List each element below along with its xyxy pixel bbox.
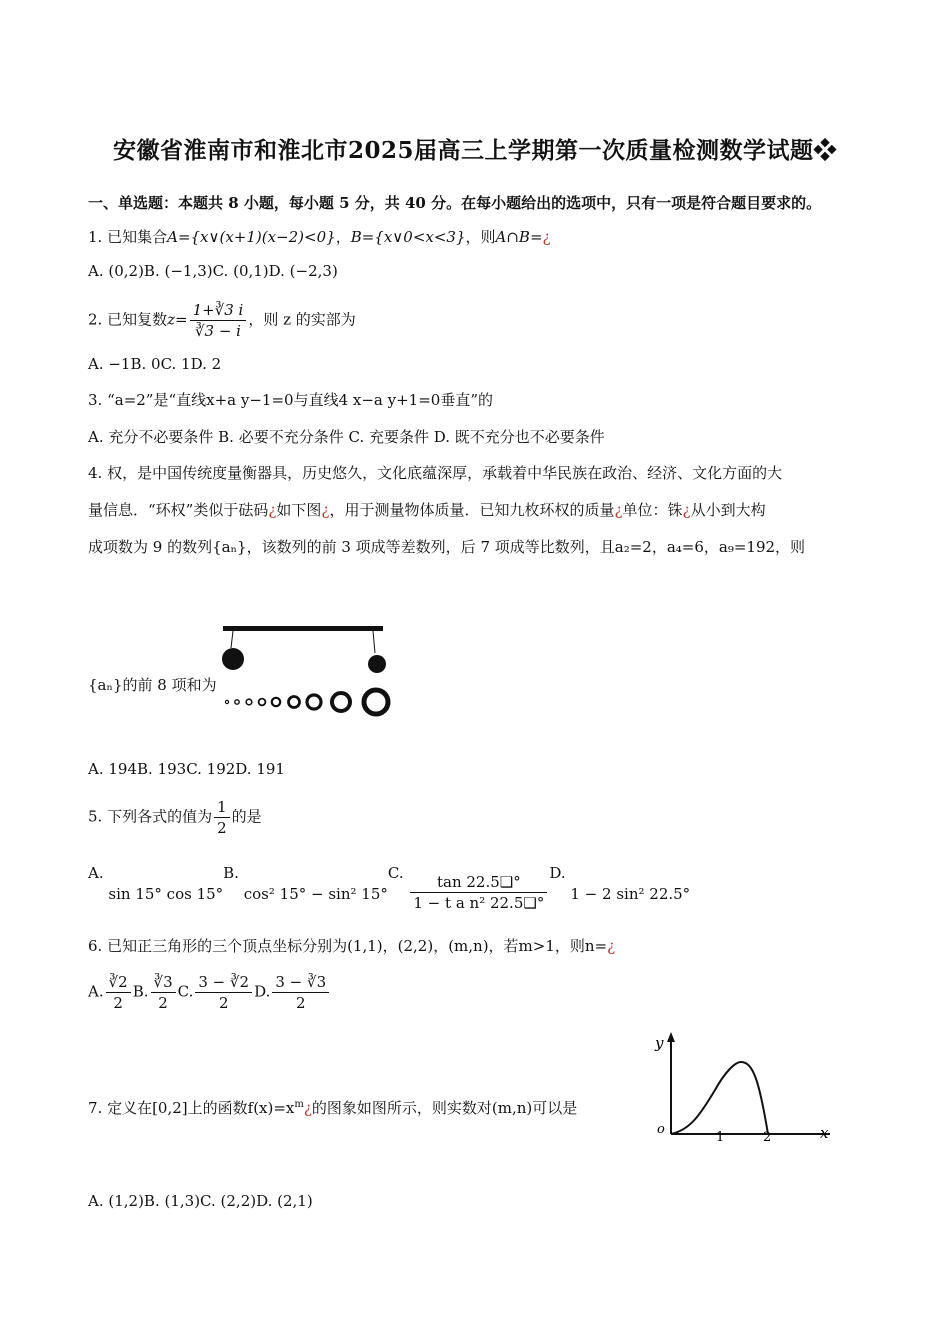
q6-b-den: 2 <box>158 994 168 1012</box>
q1-set-a: A={x∨(x+1)(x−2)<0} <box>167 228 336 246</box>
ring-8 <box>332 693 350 711</box>
tick-1-label: 1 <box>716 1130 725 1145</box>
q4-mark-4: ¿ <box>682 501 691 519</box>
q7-options: A. (1,2)B. (1,3)C. (2,2)D. (2,1) <box>88 1192 313 1210</box>
ring-1 <box>225 700 228 703</box>
section-heading: 一、单选题：本题共 8 小题，每小题 5 分，共 40 分。在每小题给出的选项中，只有一项是符合题目要求的。 <box>88 194 822 212</box>
right-weight <box>368 655 386 673</box>
q6-c-den: 2 <box>218 994 229 1012</box>
q7-stem-a: 7. 定义在[0,2]上的函数f(x)=x <box>88 1099 295 1117</box>
page-title: 安徽省淮南市和淮北市2025届高三上学期第一次质量检测数学试题❖ <box>112 137 837 164</box>
q1-ask: A∩B= <box>495 228 543 246</box>
ring-5 <box>272 698 280 706</box>
q4-l2e: 从小到大构 <box>690 501 766 519</box>
question-1 <box>88 226 551 248</box>
question-2 <box>88 300 356 341</box>
q4-mark-1: ¿ <box>268 501 277 519</box>
q1-mark: ¿ <box>542 228 551 246</box>
q6-d-label: D. <box>254 982 271 1001</box>
q2-z: z= <box>167 310 188 329</box>
q5-d-label: D. <box>549 864 566 882</box>
q5-half <box>214 797 230 838</box>
q6-d-num: 3 − ∛3 <box>272 972 329 993</box>
q6-c-label: C. <box>177 982 194 1001</box>
q5-stem-b: 的是 <box>231 807 262 826</box>
y-axis-arrow <box>667 1032 675 1042</box>
q1-tail: ，则 <box>465 228 496 246</box>
q6-a-num: ∛2 <box>106 972 131 993</box>
q6-d-frac <box>272 972 329 1013</box>
q6-c-num: 3 − ∛2 <box>195 972 252 993</box>
q5-a-label: A. <box>88 864 104 882</box>
q5-c-den: 1 − t a n² 22.5❑° <box>413 894 545 912</box>
q6-b-frac <box>151 972 176 1013</box>
q7-mark: ¿ <box>303 1099 312 1117</box>
balance-beam <box>223 626 383 631</box>
q4-line-1: 4. 权，是中国传统度量衡器具，历史悠久，文化底蕴深厚，承载着中华民族在政治、经济、文化方面的大 <box>88 464 783 482</box>
ring-4 <box>259 699 266 706</box>
ring-weights-figure <box>215 620 400 720</box>
q2-denominator: ∛3 − i <box>194 322 241 340</box>
q6-stem: 6. 已知正三角形的三个顶点坐标分别为(1,1)，(2,2)，(m,n)，若m>1，则n= <box>88 937 608 955</box>
ring-6 <box>289 697 300 708</box>
q5-half-den: 2 <box>217 819 227 837</box>
q5-c-label: C. <box>387 864 404 882</box>
q2-tail: ，则 z 的实部为 <box>248 310 356 329</box>
q5-b-expr: cos² 15° − sin² 15° <box>243 884 388 903</box>
q5-d-expr: 1 − 2 sin² 22.5° <box>570 884 691 903</box>
q2-fraction <box>190 300 247 341</box>
q5-b-label: B. <box>223 864 239 882</box>
left-string <box>231 631 233 648</box>
q5-a-expr: sin 15° cos 15° <box>108 884 224 903</box>
q4-l2c: ，用于测量物体质量．已知九枚环权的质量 <box>329 501 615 519</box>
function-curve <box>671 1062 768 1134</box>
q4-l2d: 单位：铢 <box>622 501 683 519</box>
q5-half-num: 1 <box>214 797 230 818</box>
q4-line-4: {aₙ}的前 8 项和为 <box>88 676 217 694</box>
q5-c-fraction <box>410 872 547 913</box>
x-label: x <box>820 1124 829 1142</box>
q2-options: A. −1B. 0C. 1D. 2 <box>88 355 222 373</box>
q7-exponent: m <box>294 1099 304 1110</box>
q6-d-den: 2 <box>295 994 306 1012</box>
q5-options <box>88 862 691 912</box>
q4-mark-3: ¿ <box>614 501 623 519</box>
ring-3 <box>246 699 252 705</box>
left-weight <box>222 648 244 670</box>
q1-sep: ， <box>335 228 351 246</box>
question-3: 3. “a=2”是“直线x+a y−1=0与直线4 x−a y+1=0垂直”的 <box>88 391 493 409</box>
question-6 <box>88 935 615 957</box>
q6-a-frac <box>106 972 131 1013</box>
q1-stem: 1. 已知集合 <box>88 228 168 246</box>
q5-stem-a: 5. 下列各式的值为 <box>88 807 213 826</box>
q6-c-frac <box>195 972 252 1013</box>
q3-options: A. 充分不必要条件 B. 必要不充分条件 C. 充要条件 D. 既不充分也不必要条件 <box>88 428 605 446</box>
q1-options: A. (0,2)B. (−1,3)C. (0,1)D. (−2,3) <box>88 262 338 280</box>
q4-mark-2: ¿ <box>321 501 330 519</box>
y-label: y <box>655 1034 664 1052</box>
q4-line-2 <box>88 499 766 521</box>
tick-2-label: 2 <box>763 1130 772 1145</box>
question-7 <box>88 1094 577 1119</box>
q4-line-3: 成项数为 9 的数列{aₙ}，该数列的前 3 项成等差数列，后 7 项成等比数列，且a₂=2，a₄=6，a₉=192，则 <box>88 538 806 556</box>
q6-a-label: A. <box>88 982 104 1001</box>
ring-2 <box>235 700 239 704</box>
q2-stem: 2. 已知复数 <box>88 310 168 329</box>
q4-l2a: 量信息．“环权”类似于砝码 <box>88 501 269 519</box>
q4-options: A. 194B. 193C. 192D. 191 <box>88 760 285 778</box>
origin-label: o <box>657 1122 665 1137</box>
q6-options <box>88 972 331 1013</box>
q7-stem-b: 的图象如图所示，则实数对(m,n)可以是 <box>311 1099 578 1117</box>
q5-c-num: tan 22.5❑° <box>410 872 547 893</box>
q6-b-label: B. <box>132 982 149 1001</box>
q1-set-b: B={x∨0<x<3} <box>350 228 466 246</box>
q4-l2b: 如下图 <box>276 501 322 519</box>
q6-a-den: 2 <box>113 994 123 1012</box>
ring-7 <box>307 695 321 709</box>
function-graph <box>645 1030 840 1150</box>
q6-mark: ¿ <box>607 937 616 955</box>
ring-9 <box>364 690 388 714</box>
right-string <box>373 631 375 653</box>
question-5 <box>88 797 262 838</box>
q2-numerator: 1+∛3 i <box>190 300 247 321</box>
q6-b-num: ∛3 <box>151 972 176 993</box>
